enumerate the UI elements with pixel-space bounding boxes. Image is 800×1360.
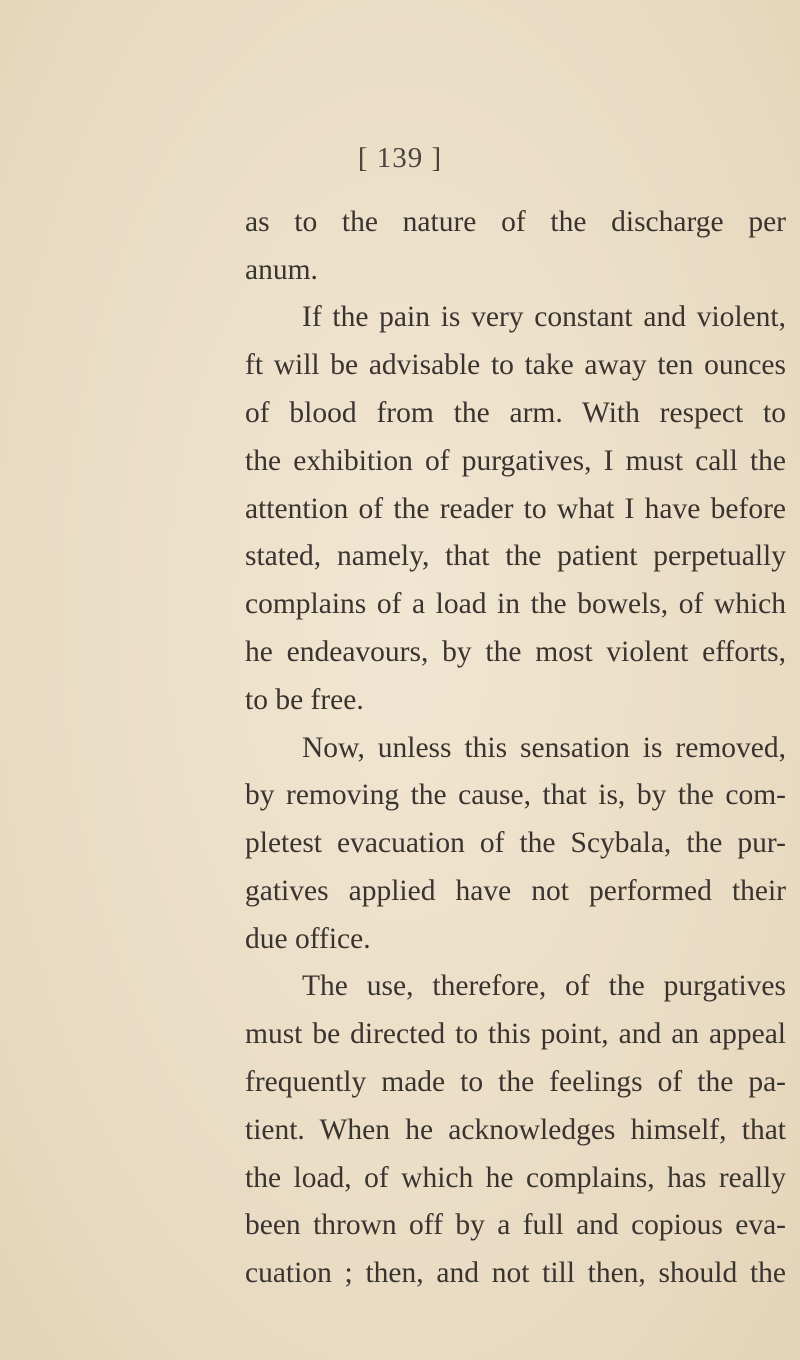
text-line: as to the nature of the discharge per (245, 206, 786, 238)
text-line: pletest evacuation of the Scybala, the pur- (245, 827, 786, 859)
text-line: been thrown off by a full and copious eva- (245, 1209, 786, 1241)
text-line: cuation ; then, and not till then, should the (245, 1257, 786, 1289)
page-number: [ 139 ] (357, 142, 443, 174)
text-line: Now, unless this sensation is removed, (302, 732, 786, 764)
text-line: complains of a load in the bowels, of which (245, 588, 786, 620)
text-line: tient. When he acknowledges himself, that (245, 1114, 786, 1146)
text-line: frequently made to the feelings of the pa- (245, 1066, 786, 1098)
text-line: must be directed to this point, and an appeal (245, 1018, 786, 1050)
text-line: of blood from the arm. With respect to (245, 397, 786, 429)
text-line: the load, of which he complains, has really (245, 1162, 786, 1194)
text-line: due office. (245, 923, 371, 955)
text-line: he endeavours, by the most violent efforts, (245, 636, 786, 668)
text-line: The use, therefore, of the purgatives (302, 970, 786, 1002)
text-line: by removing the cause, that is, by the com- (245, 779, 786, 811)
text-line: If the pain is very constant and violent, (302, 301, 786, 333)
text-line: stated, namely, that the patient perpetually (245, 540, 786, 572)
text-line: ft will be advisable to take away ten ounces (245, 349, 786, 381)
text-line: gatives applied have not performed their (245, 875, 786, 907)
text-line: the exhibition of purgatives, I must call the (245, 445, 786, 477)
text-line: to be free. (245, 684, 364, 716)
text-line: anum. (245, 254, 318, 286)
text-line: attention of the reader to what I have before (245, 493, 786, 525)
